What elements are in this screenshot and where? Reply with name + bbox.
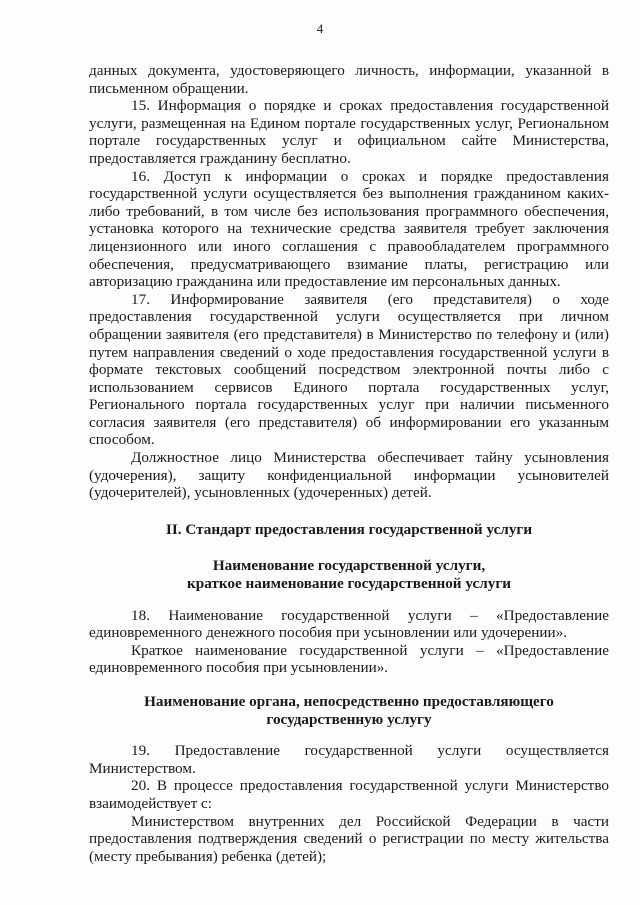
page-number: 4 [316,21,324,36]
paragraph-18: 18. Наименование государственной услуги – «Предоставление единовременного денежного пособия при усыновлении или удочерении». [89,606,609,642]
paragraph-18-short-name: Краткое наименование государственной услуги – «Предоставление единовременного пособия при усыновлении». [89,641,609,677]
document-body [89,62,609,865]
paragraph-20-item-mvd: Министерством внутренних дел Российской Федерации в части предоставления подтверждения сведений о регистрации по месту жительства (месту пребывания) ребенка (детей); [89,812,609,865]
paragraph-15: 15. Информация о порядке и сроках предоставления государственной услуги, размещенная на Едином портале государственных услуг, Региональном портале государственных услуг и официальном сайте Министерства, предоставляется гражданину бесплатно. [89,97,609,167]
paragraph-17-confidentiality: Должностное лицо Министерства обеспечивает тайну усыновления (удочерения), защиту конфиденциальной информации усыновителей (удочерителей), усыновленных (удочеренных) детей. [89,449,609,502]
subheading-authority-line2: государственную услугу [266,710,432,728]
subheading-authority-line1: Наименование органа, непосредственно предоставляющего [144,693,554,710]
paragraph-continuation: данных документа, удостоверяющего личность, информации, указанной в письменном обращении. [89,62,609,97]
paragraph-19: 19. Предоставление государственной услуги осуществляется Министерством. [89,742,609,777]
subheading-service-name-line1: Наименование государственной услуги, [212,557,486,575]
paragraph-20: 20. В процессе предоставления государственной услуги Министерство взаимодействует с: [89,777,609,812]
paragraph-16: 16. Доступ к информации о сроках и порядке предоставления государственной услуги осуществляется без выполнения гражданином каких-либо требований, в том числе без использования программного обеспечения, установка которого на технические средства заявителя требует заключения лицензионного или иного соглашения с правообладателем программного обеспечения, предусматривающего взимание платы, регистрацию или авторизацию гражданина или предоставление им персональных данных. [89,167,609,291]
subheading-service-name-line2: краткое наименование государственной услуги [187,575,511,593]
paragraph-17: 17. Информирование заявителя (его представителя) о ходе предоставления государственной услуги осуществляется при личном обращении заявителя (его представителя) в Министерство по телефону и (или) путем направления сведений о ходе предоставления государственной услуги в формате текстовых сообщений посредством электронной почты либо с использованием сервисов Единого портала государственных услуг, Регионального портала государственных услуг при наличии письменного согласия заявителя (его представителя) об информировании его указанным способом. [89,290,609,449]
section-heading: II. Стандарт предоставления государственной услуги [165,520,533,538]
